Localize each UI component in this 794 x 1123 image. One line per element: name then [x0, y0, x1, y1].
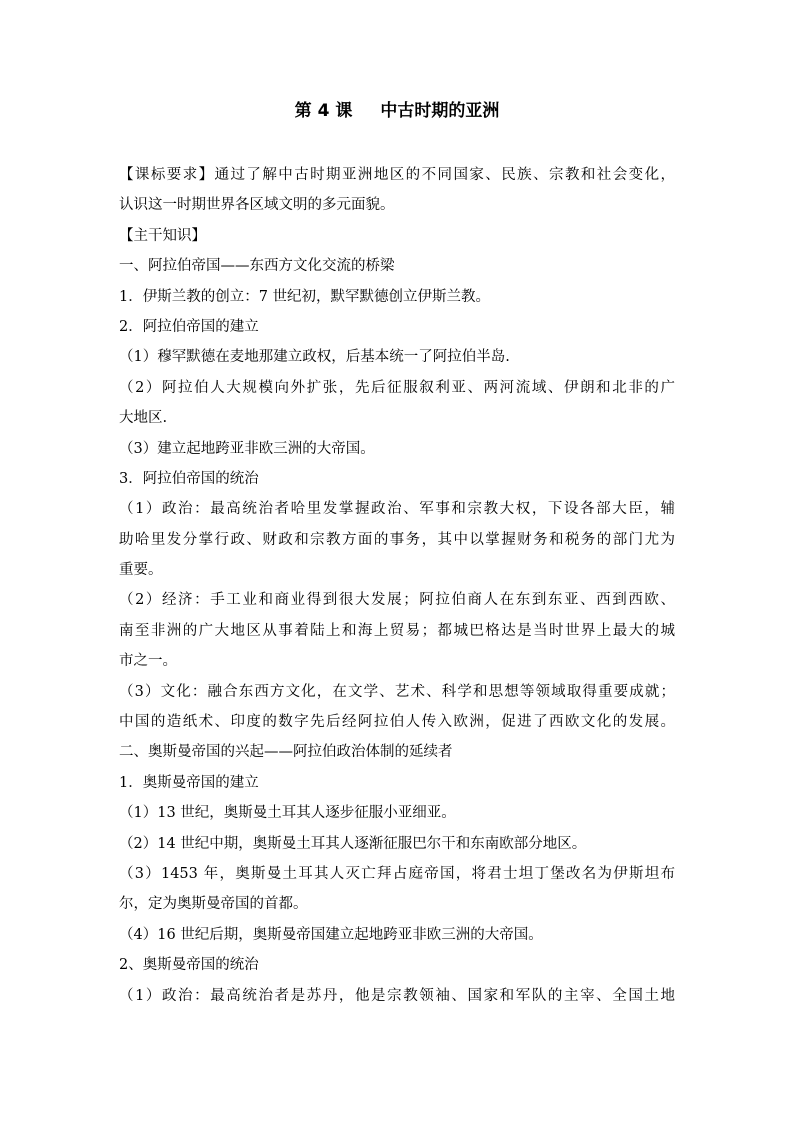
- text-line: 2．阿拉伯帝国的建立: [119, 318, 259, 335]
- section-heading: 二、奥斯曼帝国的兴起——阿拉伯政治体制的延续者: [119, 744, 453, 761]
- section-heading: 一、阿拉伯帝国——东西方文化交流的桥梁: [119, 258, 395, 275]
- text-line: （2）14 世纪中期，奥斯曼土耳其人逐渐征服巴尔干和东南欧部分地区。: [119, 835, 587, 852]
- text-line: （1）穆罕默德在麦地那建立政权，后基本统一了阿拉伯半岛.: [119, 349, 510, 366]
- text-line: 尔，定为奥斯曼帝国的首都。: [119, 896, 308, 913]
- text-line: （1）13 世纪，奥斯曼土耳其人逐步征服小亚细亚。: [119, 805, 456, 822]
- text-line: （2）经济：手工业和商业得到很大发展；阿拉伯商人在东到东亚、西到西欧、: [119, 592, 675, 609]
- text-line: （1）政治：最高统治者是苏丹，他是宗教领袖、国家和军队的主宰、全国土地: [119, 987, 675, 1004]
- text-line: （3）1453 年，奥斯曼土耳其人灭亡拜占庭帝国，将君士坦丁堡改名为伊斯坦布: [119, 865, 675, 882]
- text-line: 重要。: [119, 562, 163, 579]
- text-line: 认识这一时期世界各区域文明的多元面貌。: [119, 197, 395, 214]
- text-line: 助哈里发分掌行政、财政和宗教方面的事务，其中以掌握财务和税务的部门尤为: [119, 531, 675, 548]
- page-title: [0, 98, 794, 124]
- text-line: 1．奥斯曼帝国的建立: [119, 774, 259, 791]
- text-line: 【课标要求】通过了解中古时期亚洲地区的不同国家、民族、宗教和社会变化，: [119, 167, 675, 183]
- text-line: （4）16 世纪后期，奥斯曼帝国建立起地跨亚非欧三洲的大帝国。: [119, 926, 543, 943]
- text-line: 2、奥斯曼帝国的统治: [119, 957, 259, 974]
- text-line: 大地区.: [119, 410, 168, 427]
- text-line: 【主干知识】: [119, 227, 206, 244]
- text-line: （1）政治：最高统治者哈里发掌握政治、军事和宗教大权，下设各部大臣，辅: [119, 501, 675, 518]
- text-line: （2）阿拉伯人大规模向外扩张，先后征服叙利亚、两河流域、伊朗和北非的广: [119, 379, 675, 396]
- text-line: （3）建立起地跨亚非欧三洲的大帝国。: [119, 440, 375, 457]
- text-line: 市之一。: [119, 653, 177, 670]
- text-line: 南至非洲的广大地区从事着陆上和海上贸易；都城巴格达是当时世界上最大的城: [119, 622, 675, 639]
- text-line: （3）文化：融合东西方文化，在文学、艺术、科学和思想等领域取得重要成就；: [119, 683, 675, 700]
- lesson-topic: 中古时期的亚洲: [380, 101, 500, 121]
- text-line: 中国的造纸术、印度的数字先后经阿拉伯人传入欧洲，促进了西欧文化的发展。: [119, 714, 675, 731]
- text-line: 1．伊斯兰教的创立：7 世纪初，默罕默德创立伊斯兰教。: [119, 288, 491, 305]
- lesson-number: 第 4 课: [294, 101, 353, 121]
- text-line: 3．阿拉伯帝国的统治: [119, 470, 259, 487]
- document-body: [119, 160, 675, 1011]
